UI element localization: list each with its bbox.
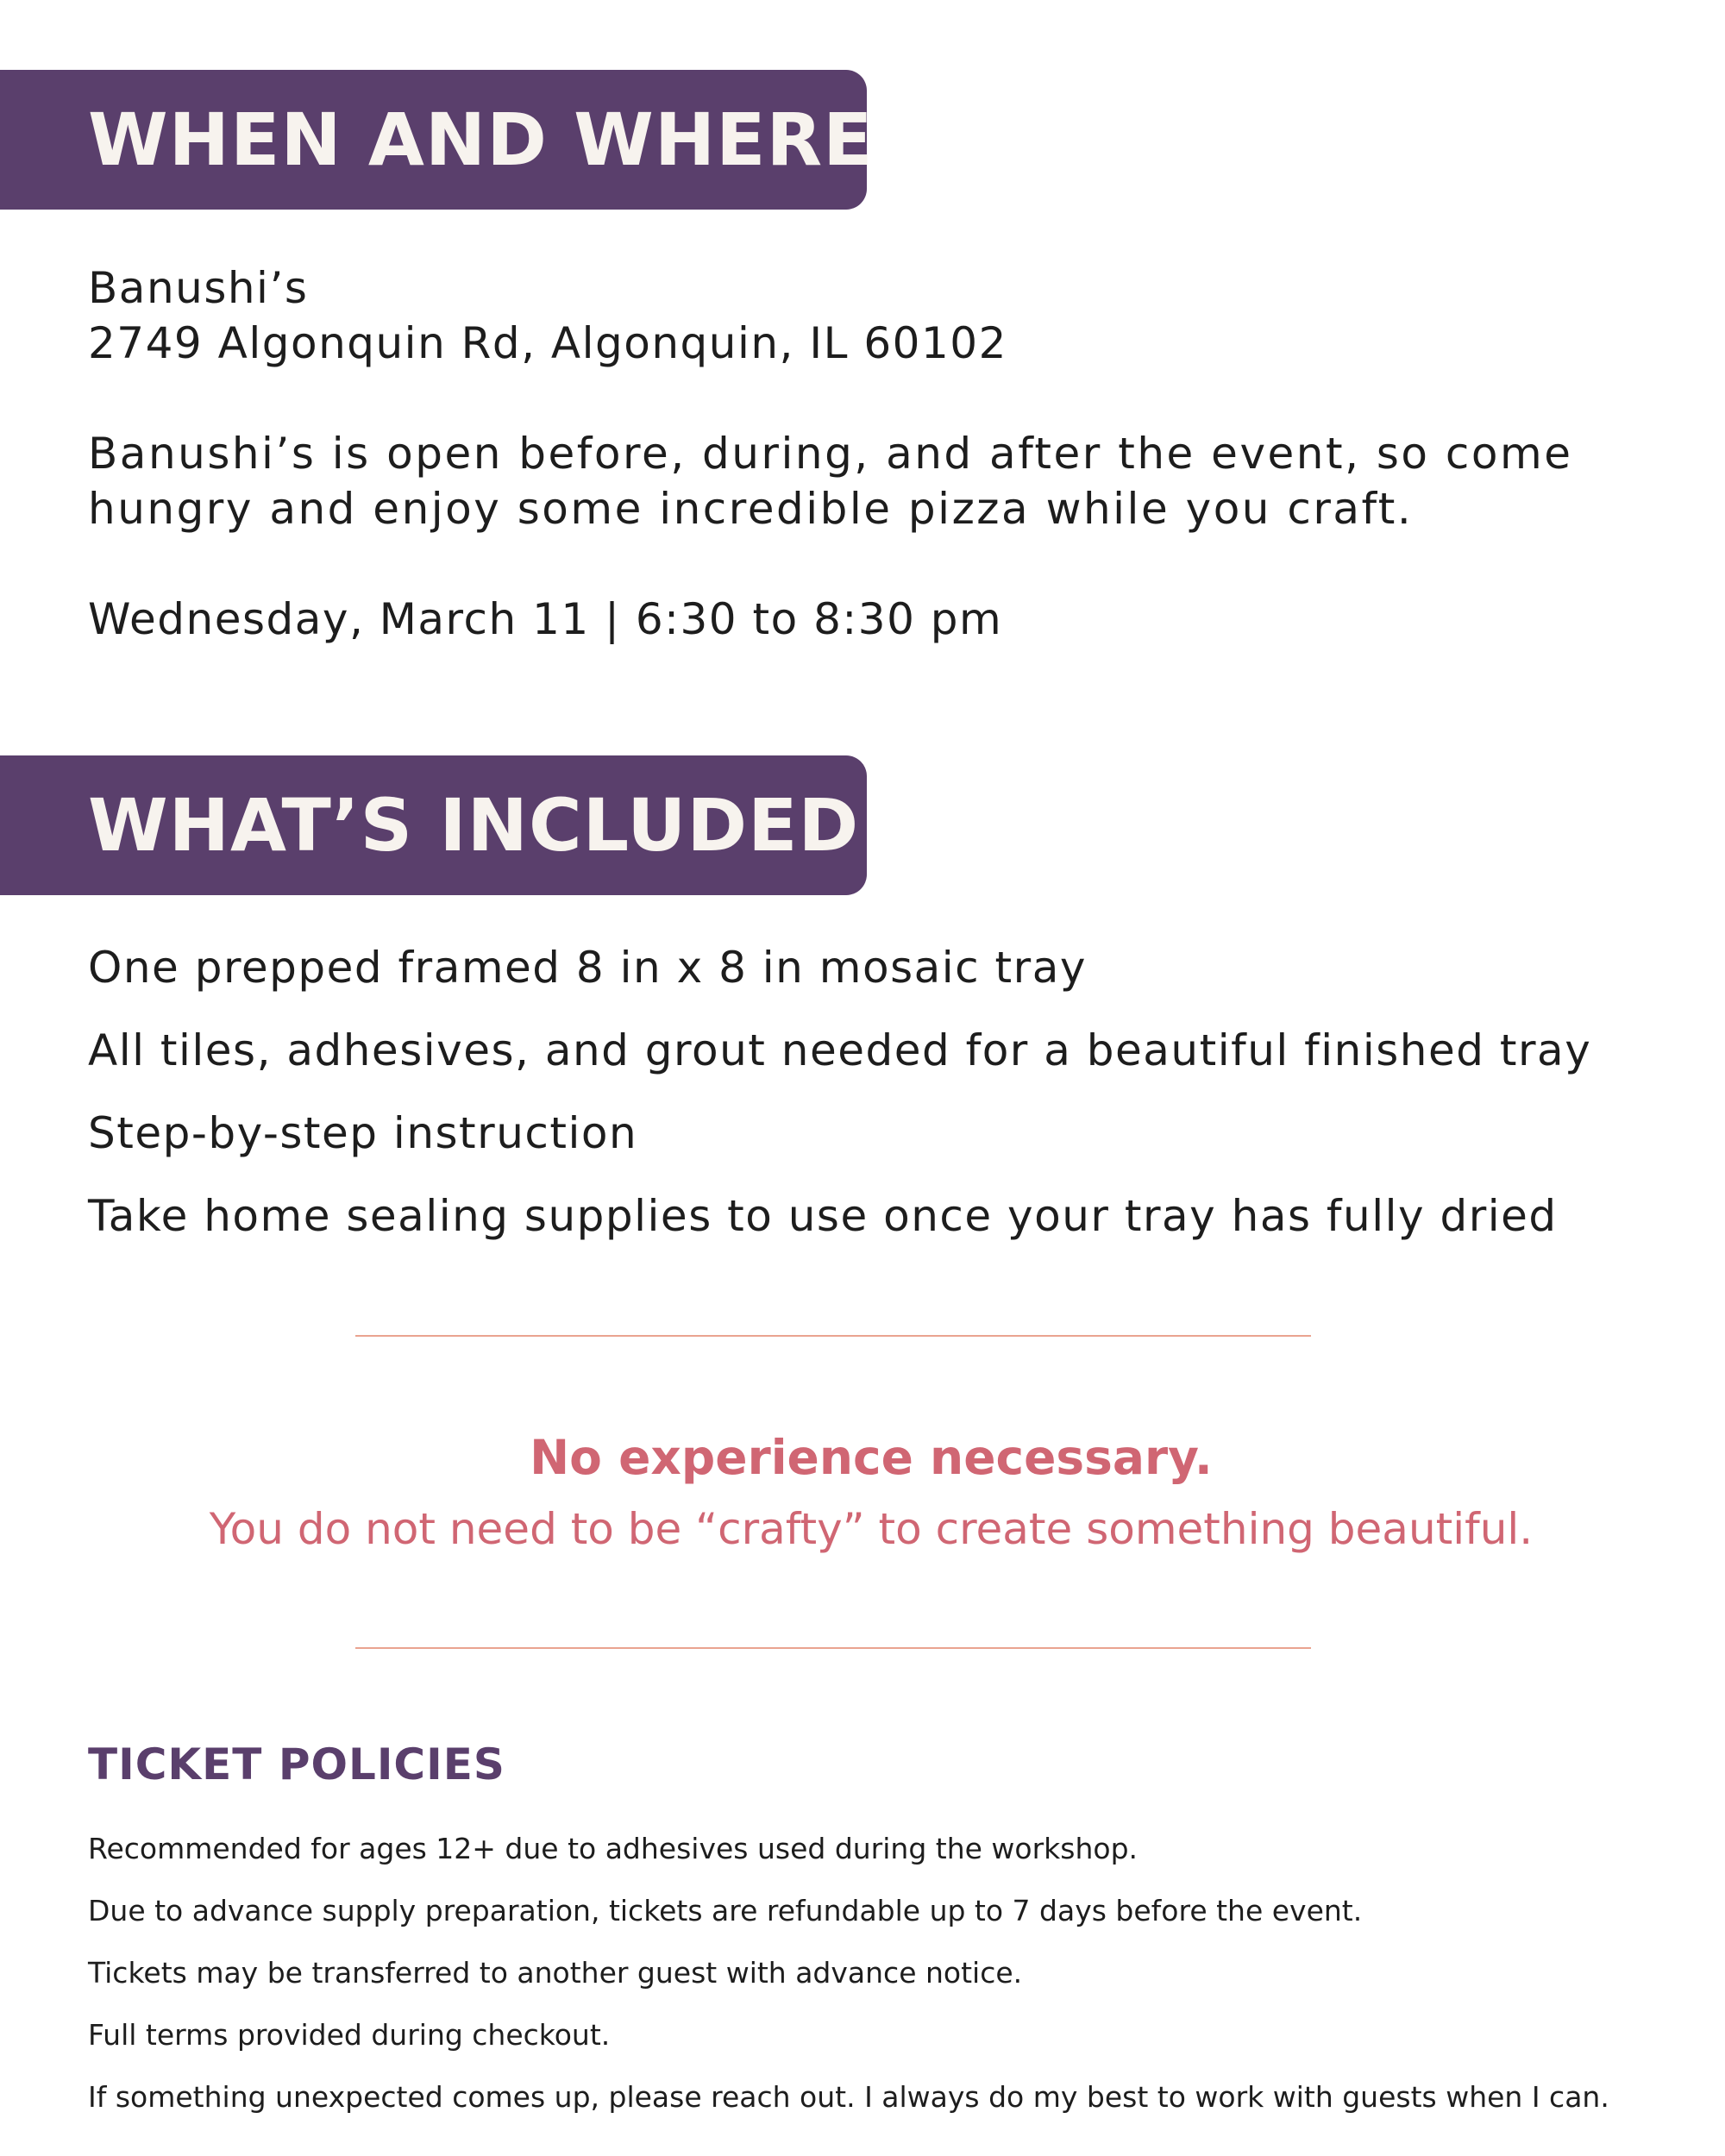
- included-items-list: [88, 940, 1591, 1271]
- policy-item: If something unexpected comes up, please reach out. I always do my best to work with guests when I can.: [88, 2080, 1609, 2114]
- top-divider: [355, 1335, 1311, 1337]
- policy-item: Full terms provided during checkout.: [88, 2018, 611, 2052]
- ticket-policies-heading: TICKET POLICIES: [88, 1739, 505, 1789]
- policy-item: Recommended for ages 12+ due to adhesives used during the workshop.: [88, 1832, 1138, 1865]
- callout-subtitle: You do not need to be “crafty” to create something beautiful.: [209, 1504, 1534, 1554]
- venue-details: [88, 260, 1658, 647]
- policy-item: Tickets may be transferred to another guest with advance notice.: [88, 1956, 1023, 1990]
- when-and-where-banner: [0, 70, 874, 210]
- included-item: Take home sealing supplies to use once your tray has fully dried: [88, 1191, 1558, 1241]
- bottom-divider: [355, 1647, 1311, 1649]
- included-item: One prepped framed 8 in x 8 in mosaic tray: [88, 943, 1087, 993]
- venue-address: 2749 Algonquin Rd, Algonquin, IL 60102: [88, 318, 1007, 368]
- event-datetime: Wednesday, March 11 | 6:30 to 8:30 pm: [88, 594, 1003, 644]
- whats-included-heading: WHAT’S INCLUDED: [88, 783, 860, 868]
- when-and-where-heading: WHEN AND WHERE: [88, 97, 874, 182]
- callout-title: No experience necessary.: [530, 1430, 1213, 1485]
- ticket-policies-list: [88, 1830, 1609, 2140]
- venue-description: Banushi’s is open before, during, and after the event, so come hungry and enjoy some incredible pizza while you craft.: [88, 429, 1573, 534]
- policy-item: Due to advance supply preparation, tickets are refundable up to 7 days before the event.: [88, 1894, 1363, 1927]
- included-item: All tiles, adhesives, and grout needed for a beautiful finished tray: [88, 1025, 1592, 1075]
- included-item: Step-by-step instruction: [88, 1108, 638, 1158]
- whats-included-banner: [0, 755, 867, 895]
- venue-name: Banushi’s: [88, 263, 309, 313]
